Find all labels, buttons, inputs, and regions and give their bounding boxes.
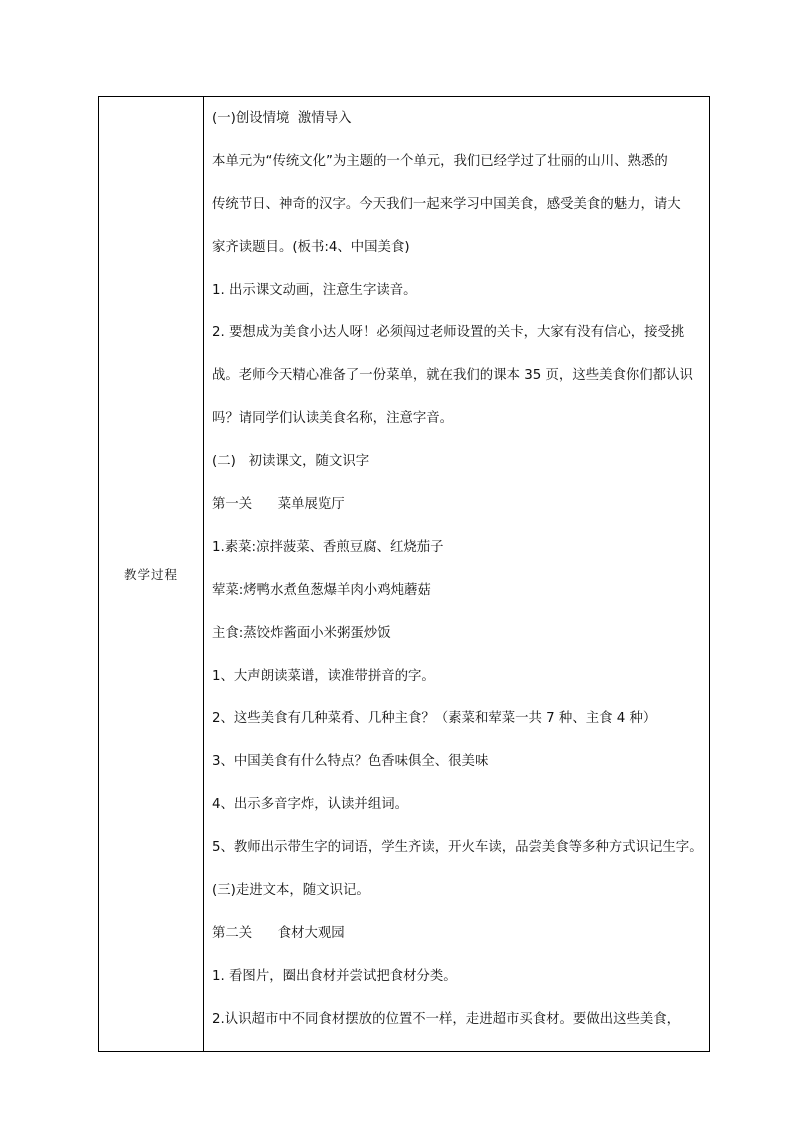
list-item: 1. 出示课文动画，注意生字读音。 <box>212 282 417 298</box>
table-row <box>99 97 710 1052</box>
list-item: 1. 看图片，圈出食材并尝试把食材分类。 <box>212 968 457 984</box>
list-item: 2. 要想成为美食小达人呀！必须闯过老师设置的关卡，大家有没有信心，接受挑 <box>212 325 685 341</box>
list-item: 1、大声朗读菜谱，读准带拼音的字。 <box>212 668 435 684</box>
paragraph-line: 家齐读题目。(板书:4、中国美食) <box>212 239 410 255</box>
section-heading: (一)创设情境 激情导入 <box>212 111 352 126</box>
list-item: 5、教师出示带生字的词语，学生齐读，开火车读，品尝美食等多种方式识记生字。 <box>212 840 703 856</box>
content-lines <box>204 97 709 1051</box>
menu-line: 1.素菜:凉拌菠菜、香煎豆腐、红烧茄子 <box>212 539 444 555</box>
stage-heading: 第二关 食材大观园 <box>212 925 345 941</box>
lesson-plan-table <box>98 96 710 1052</box>
row-label-cell <box>99 97 204 1052</box>
paragraph-line: 战。老师今天精心准备了一份菜单，就在我们的课本 35 页，这些美食你们都认识 <box>212 368 693 384</box>
content-cell <box>204 97 710 1052</box>
list-item: 4、出示多音字炸，认读并组词。 <box>212 797 408 813</box>
list-item: 2、这些美食有几种菜肴、几种主食？（素菜和荤菜一共 7 种、主食 4 种） <box>212 711 657 727</box>
stage-heading: 第一关 菜单展览厅 <box>212 497 345 513</box>
row-label: 教学过程 <box>123 566 178 582</box>
list-item: 3、中国美食有什么特点？色香味俱全、很美味 <box>212 754 489 770</box>
paragraph-line: 本单元为“传统文化”为主题的一个单元，我们已经学过了壮丽的山川、熟悉的 <box>212 153 668 169</box>
paragraph-line: 传统节日、神奇的汉字。今天我们一起来学习中国美食，感受美食的魅力，请大 <box>212 196 681 212</box>
section-heading: (三)走进文本，随文识记。 <box>212 883 370 899</box>
paragraph-line: 吗？请同学们认读美食名称，注意字音。 <box>212 411 454 427</box>
menu-line: 主食:蒸饺炸酱面小米粥蛋炒饭 <box>212 625 391 641</box>
menu-line: 荤菜:烤鸭水煮鱼葱爆羊肉小鸡炖蘑菇 <box>212 582 431 598</box>
list-item: 2.认识超市中不同食材摆放的位置不一样，走进超市买食材。要做出这些美食， <box>212 1011 681 1027</box>
section-heading: (二) 初读课文，随文识字 <box>212 454 370 470</box>
